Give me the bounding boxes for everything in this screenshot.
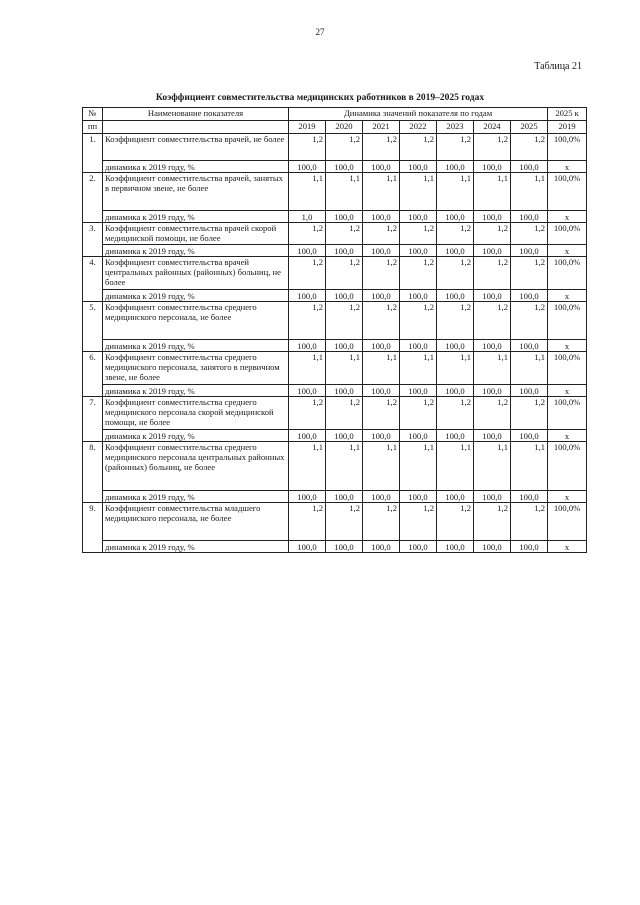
indicator-value: 1,1 xyxy=(326,173,363,211)
indicator-value: 1,2 xyxy=(363,257,400,290)
dynamics-value: 100,0 xyxy=(326,290,363,302)
dynamics-value: 100,0 xyxy=(511,385,548,397)
dynamics-value: 100,0 xyxy=(400,290,437,302)
dynamics-value: 100,0 xyxy=(474,491,511,503)
header-year: 2020 xyxy=(326,121,363,134)
indicator-value: 1,2 xyxy=(363,503,400,541)
dynamics-value: 100,0 xyxy=(474,541,511,553)
header-dynamics: Динамика значений показателя по годам xyxy=(289,108,548,121)
indicator-value: 1,1 xyxy=(289,442,326,491)
indicator-name: Коэффициент совместительства среднего медицинского персонала скорой медицинской помощи, не более xyxy=(103,397,289,430)
indicator-ratio: 100,0% xyxy=(548,352,587,385)
dynamics-value: 100,0 xyxy=(289,245,326,257)
header-year: 2023 xyxy=(437,121,474,134)
table-row xyxy=(83,173,587,211)
dynamics-value: 100,0 xyxy=(437,385,474,397)
indicator-value: 1,1 xyxy=(326,352,363,385)
indicator-value: 1,2 xyxy=(437,302,474,340)
indicator-value: 1,2 xyxy=(474,134,511,161)
indicator-name: Коэффициент совместительства врачей, не более xyxy=(103,134,289,161)
dynamics-value: 100,0 xyxy=(437,161,474,173)
dynamics-value: 100,0 xyxy=(511,161,548,173)
indicator-value: 1,2 xyxy=(363,397,400,430)
dynamics-label: динамика к 2019 году, % xyxy=(103,161,289,173)
dynamics-ratio: х xyxy=(548,340,587,352)
dynamics-value: 100,0 xyxy=(363,161,400,173)
header-num-2: пп xyxy=(83,121,103,134)
header-row-years xyxy=(83,121,587,134)
indicator-value: 1,1 xyxy=(474,173,511,211)
indicator-value: 1,2 xyxy=(363,223,400,245)
dynamics-value: 100,0 xyxy=(400,340,437,352)
indicator-value: 1,2 xyxy=(326,503,363,541)
indicator-value: 1,2 xyxy=(326,134,363,161)
coefficient-table xyxy=(82,107,587,553)
row-number: 2. xyxy=(83,173,103,223)
dynamics-row xyxy=(83,430,587,442)
dynamics-value: 100,0 xyxy=(326,245,363,257)
dynamics-value: 100,0 xyxy=(326,541,363,553)
indicator-ratio: 100,0% xyxy=(548,257,587,290)
dynamics-value: 100,0 xyxy=(400,161,437,173)
indicator-value: 1,1 xyxy=(400,352,437,385)
indicator-value: 1,2 xyxy=(326,223,363,245)
indicator-value: 1,2 xyxy=(289,397,326,430)
dynamics-value: 100,0 xyxy=(437,211,474,223)
row-number: 4. xyxy=(83,257,103,302)
dynamics-value: 100,0 xyxy=(474,430,511,442)
indicator-ratio: 100,0% xyxy=(548,134,587,161)
dynamics-value: 100,0 xyxy=(511,340,548,352)
indicator-value: 1,2 xyxy=(511,302,548,340)
indicator-value: 1,1 xyxy=(363,442,400,491)
dynamics-label: динамика к 2019 году, % xyxy=(103,491,289,503)
dynamics-value: 100,0 xyxy=(511,211,548,223)
dynamics-label: динамика к 2019 году, % xyxy=(103,211,289,223)
dynamics-value: 100,0 xyxy=(474,340,511,352)
indicator-value: 1,1 xyxy=(511,173,548,211)
dynamics-value: 100,0 xyxy=(400,541,437,553)
dynamics-value: 100,0 xyxy=(474,245,511,257)
indicator-value: 1,1 xyxy=(363,352,400,385)
header-year: 2025 xyxy=(511,121,548,134)
header-num: № xyxy=(83,108,103,121)
row-number: 7. xyxy=(83,397,103,442)
dynamics-ratio: х xyxy=(548,541,587,553)
dynamics-value: 100,0 xyxy=(326,385,363,397)
indicator-value: 1,1 xyxy=(437,173,474,211)
dynamics-value: 100,0 xyxy=(289,161,326,173)
indicator-name: Коэффициент совместительства среднего медицинского персонала центральных районных (районных) больниц, не более xyxy=(103,442,289,491)
indicator-value: 1,2 xyxy=(474,257,511,290)
row-number: 9. xyxy=(83,503,103,553)
header-year: 2024 xyxy=(474,121,511,134)
dynamics-ratio: х xyxy=(548,161,587,173)
indicator-ratio: 100,0% xyxy=(548,173,587,211)
indicator-value: 1,2 xyxy=(363,134,400,161)
dynamics-value: 100,0 xyxy=(400,245,437,257)
dynamics-row xyxy=(83,245,587,257)
dynamics-value: 100,0 xyxy=(437,290,474,302)
header-last: 2025 к xyxy=(548,108,587,121)
indicator-value: 1,2 xyxy=(511,134,548,161)
indicator-value: 1,2 xyxy=(474,503,511,541)
dynamics-label: динамика к 2019 году, % xyxy=(103,340,289,352)
dynamics-row xyxy=(83,385,587,397)
dynamics-value: 100,0 xyxy=(474,161,511,173)
dynamics-label: динамика к 2019 году, % xyxy=(103,245,289,257)
header-last-2: 2019 xyxy=(548,121,587,134)
indicator-name: Коэффициент совместительства врачей, занятых в первичном звене, не более xyxy=(103,173,289,211)
indicator-name: Коэффициент совместительства среднего медицинского персонала, не более xyxy=(103,302,289,340)
dynamics-ratio: х xyxy=(548,491,587,503)
dynamics-value: 100,0 xyxy=(511,491,548,503)
indicator-value: 1,2 xyxy=(474,302,511,340)
indicator-name: Коэффициент совместительства врачей центральных районных (районных) больниц, не более xyxy=(103,257,289,290)
row-number: 1. xyxy=(83,134,103,173)
dynamics-value: 100,0 xyxy=(363,245,400,257)
dynamics-value: 100,0 xyxy=(511,245,548,257)
indicator-value: 1,2 xyxy=(326,302,363,340)
indicator-ratio: 100,0% xyxy=(548,442,587,491)
dynamics-value: 100,0 xyxy=(363,340,400,352)
indicator-value: 1,1 xyxy=(474,352,511,385)
table-body xyxy=(83,134,587,553)
indicator-value: 1,1 xyxy=(511,442,548,491)
indicator-name: Коэффициент совместительства врачей скорой медицинской помощи, не более xyxy=(103,223,289,245)
indicator-value: 1,1 xyxy=(437,442,474,491)
dynamics-ratio: х xyxy=(548,211,587,223)
indicator-value: 1,1 xyxy=(437,352,474,385)
dynamics-value: 100,0 xyxy=(289,491,326,503)
dynamics-ratio: х xyxy=(548,385,587,397)
indicator-value: 1,1 xyxy=(511,352,548,385)
dynamics-ratio: х xyxy=(548,245,587,257)
dynamics-value: 100,0 xyxy=(326,430,363,442)
dynamics-value: 100,0 xyxy=(474,290,511,302)
header-year: 2019 xyxy=(289,121,326,134)
dynamics-row xyxy=(83,211,587,223)
header-name: Наименование показателя xyxy=(103,108,289,121)
indicator-value: 1,2 xyxy=(511,223,548,245)
dynamics-value: 100,0 xyxy=(326,340,363,352)
indicator-value: 1,1 xyxy=(289,173,326,211)
dynamics-label: динамика к 2019 году, % xyxy=(103,541,289,553)
table-row xyxy=(83,302,587,340)
page-number: 27 xyxy=(315,27,325,37)
dynamics-value: 100,0 xyxy=(474,385,511,397)
row-number: 5. xyxy=(83,302,103,352)
indicator-value: 1,2 xyxy=(289,134,326,161)
table-row xyxy=(83,397,587,430)
dynamics-value: 100,0 xyxy=(400,491,437,503)
indicator-value: 1,2 xyxy=(400,302,437,340)
indicator-value: 1,1 xyxy=(363,173,400,211)
indicator-value: 1,1 xyxy=(289,352,326,385)
dynamics-value: 100,0 xyxy=(363,290,400,302)
dynamics-value: 1,0 xyxy=(289,211,326,223)
dynamics-value: 100,0 xyxy=(437,430,474,442)
indicator-value: 1,2 xyxy=(289,302,326,340)
indicator-value: 1,2 xyxy=(511,397,548,430)
indicator-value: 1,2 xyxy=(363,302,400,340)
indicator-value: 1,2 xyxy=(474,397,511,430)
indicator-value: 1,1 xyxy=(474,442,511,491)
dynamics-value: 100,0 xyxy=(474,211,511,223)
indicator-value: 1,2 xyxy=(400,223,437,245)
dynamics-row xyxy=(83,290,587,302)
dynamics-label: динамика к 2019 году, % xyxy=(103,290,289,302)
header-year: 2022 xyxy=(400,121,437,134)
row-number: 3. xyxy=(83,223,103,257)
dynamics-value: 100,0 xyxy=(511,430,548,442)
dynamics-ratio: х xyxy=(548,430,587,442)
dynamics-value: 100,0 xyxy=(363,491,400,503)
indicator-name: Коэффициент совместительства младшего медицинского персонала, не более xyxy=(103,503,289,541)
header-year: 2021 xyxy=(363,121,400,134)
dynamics-row xyxy=(83,541,587,553)
indicator-value: 1,2 xyxy=(437,134,474,161)
dynamics-value: 100,0 xyxy=(289,430,326,442)
dynamics-value: 100,0 xyxy=(289,340,326,352)
indicator-value: 1,2 xyxy=(289,223,326,245)
table-row xyxy=(83,352,587,385)
dynamics-value: 100,0 xyxy=(326,161,363,173)
dynamics-value: 100,0 xyxy=(289,385,326,397)
indicator-value: 1,2 xyxy=(437,397,474,430)
dynamics-ratio: х xyxy=(548,290,587,302)
indicator-value: 1,1 xyxy=(400,442,437,491)
indicator-value: 1,2 xyxy=(400,257,437,290)
dynamics-label: динамика к 2019 году, % xyxy=(103,430,289,442)
dynamics-value: 100,0 xyxy=(437,245,474,257)
indicator-value: 1,2 xyxy=(326,397,363,430)
dynamics-value: 100,0 xyxy=(363,211,400,223)
dynamics-value: 100,0 xyxy=(511,290,548,302)
table-row xyxy=(83,503,587,541)
indicator-value: 1,2 xyxy=(400,134,437,161)
indicator-name: Коэффициент совместительства среднего медицинского персонала, занятого в первичном звене, не более xyxy=(103,352,289,385)
dynamics-value: 100,0 xyxy=(437,491,474,503)
indicator-ratio: 100,0% xyxy=(548,223,587,245)
dynamics-value: 100,0 xyxy=(437,340,474,352)
dynamics-value: 100,0 xyxy=(289,290,326,302)
dynamics-value: 100,0 xyxy=(400,430,437,442)
dynamics-row xyxy=(83,340,587,352)
dynamics-value: 100,0 xyxy=(326,491,363,503)
row-number: 8. xyxy=(83,442,103,503)
indicator-value: 1,1 xyxy=(326,442,363,491)
dynamics-value: 100,0 xyxy=(437,541,474,553)
indicator-ratio: 100,0% xyxy=(548,503,587,541)
dynamics-value: 100,0 xyxy=(400,211,437,223)
dynamics-value: 100,0 xyxy=(363,430,400,442)
dynamics-label: динамика к 2019 году, % xyxy=(103,385,289,397)
table-title: Коэффициент совместительства медицинских работников в 2019–2025 годах xyxy=(155,93,485,103)
indicator-value: 1,2 xyxy=(437,257,474,290)
dynamics-row xyxy=(83,161,587,173)
indicator-ratio: 100,0% xyxy=(548,397,587,430)
dynamics-value: 100,0 xyxy=(289,541,326,553)
indicator-value: 1,1 xyxy=(400,173,437,211)
table-row xyxy=(83,134,587,161)
header-row-top xyxy=(83,108,587,121)
table-row xyxy=(83,223,587,245)
indicator-value: 1,2 xyxy=(400,503,437,541)
dynamics-value: 100,0 xyxy=(363,385,400,397)
indicator-value: 1,2 xyxy=(474,223,511,245)
indicator-value: 1,2 xyxy=(400,397,437,430)
dynamics-value: 100,0 xyxy=(326,211,363,223)
indicator-value: 1,2 xyxy=(437,223,474,245)
indicator-value: 1,2 xyxy=(326,257,363,290)
indicator-value: 1,2 xyxy=(289,503,326,541)
dynamics-value: 100,0 xyxy=(363,541,400,553)
table-label: Таблица 21 xyxy=(534,61,582,72)
row-number: 6. xyxy=(83,352,103,397)
header-name-blank xyxy=(103,121,289,134)
indicator-ratio: 100,0% xyxy=(548,302,587,340)
dynamics-row xyxy=(83,491,587,503)
indicator-value: 1,2 xyxy=(437,503,474,541)
table-row xyxy=(83,442,587,491)
table-row xyxy=(83,257,587,290)
dynamics-value: 100,0 xyxy=(511,541,548,553)
indicator-value: 1,2 xyxy=(511,503,548,541)
indicator-value: 1,2 xyxy=(511,257,548,290)
indicator-value: 1,2 xyxy=(289,257,326,290)
dynamics-value: 100,0 xyxy=(400,385,437,397)
